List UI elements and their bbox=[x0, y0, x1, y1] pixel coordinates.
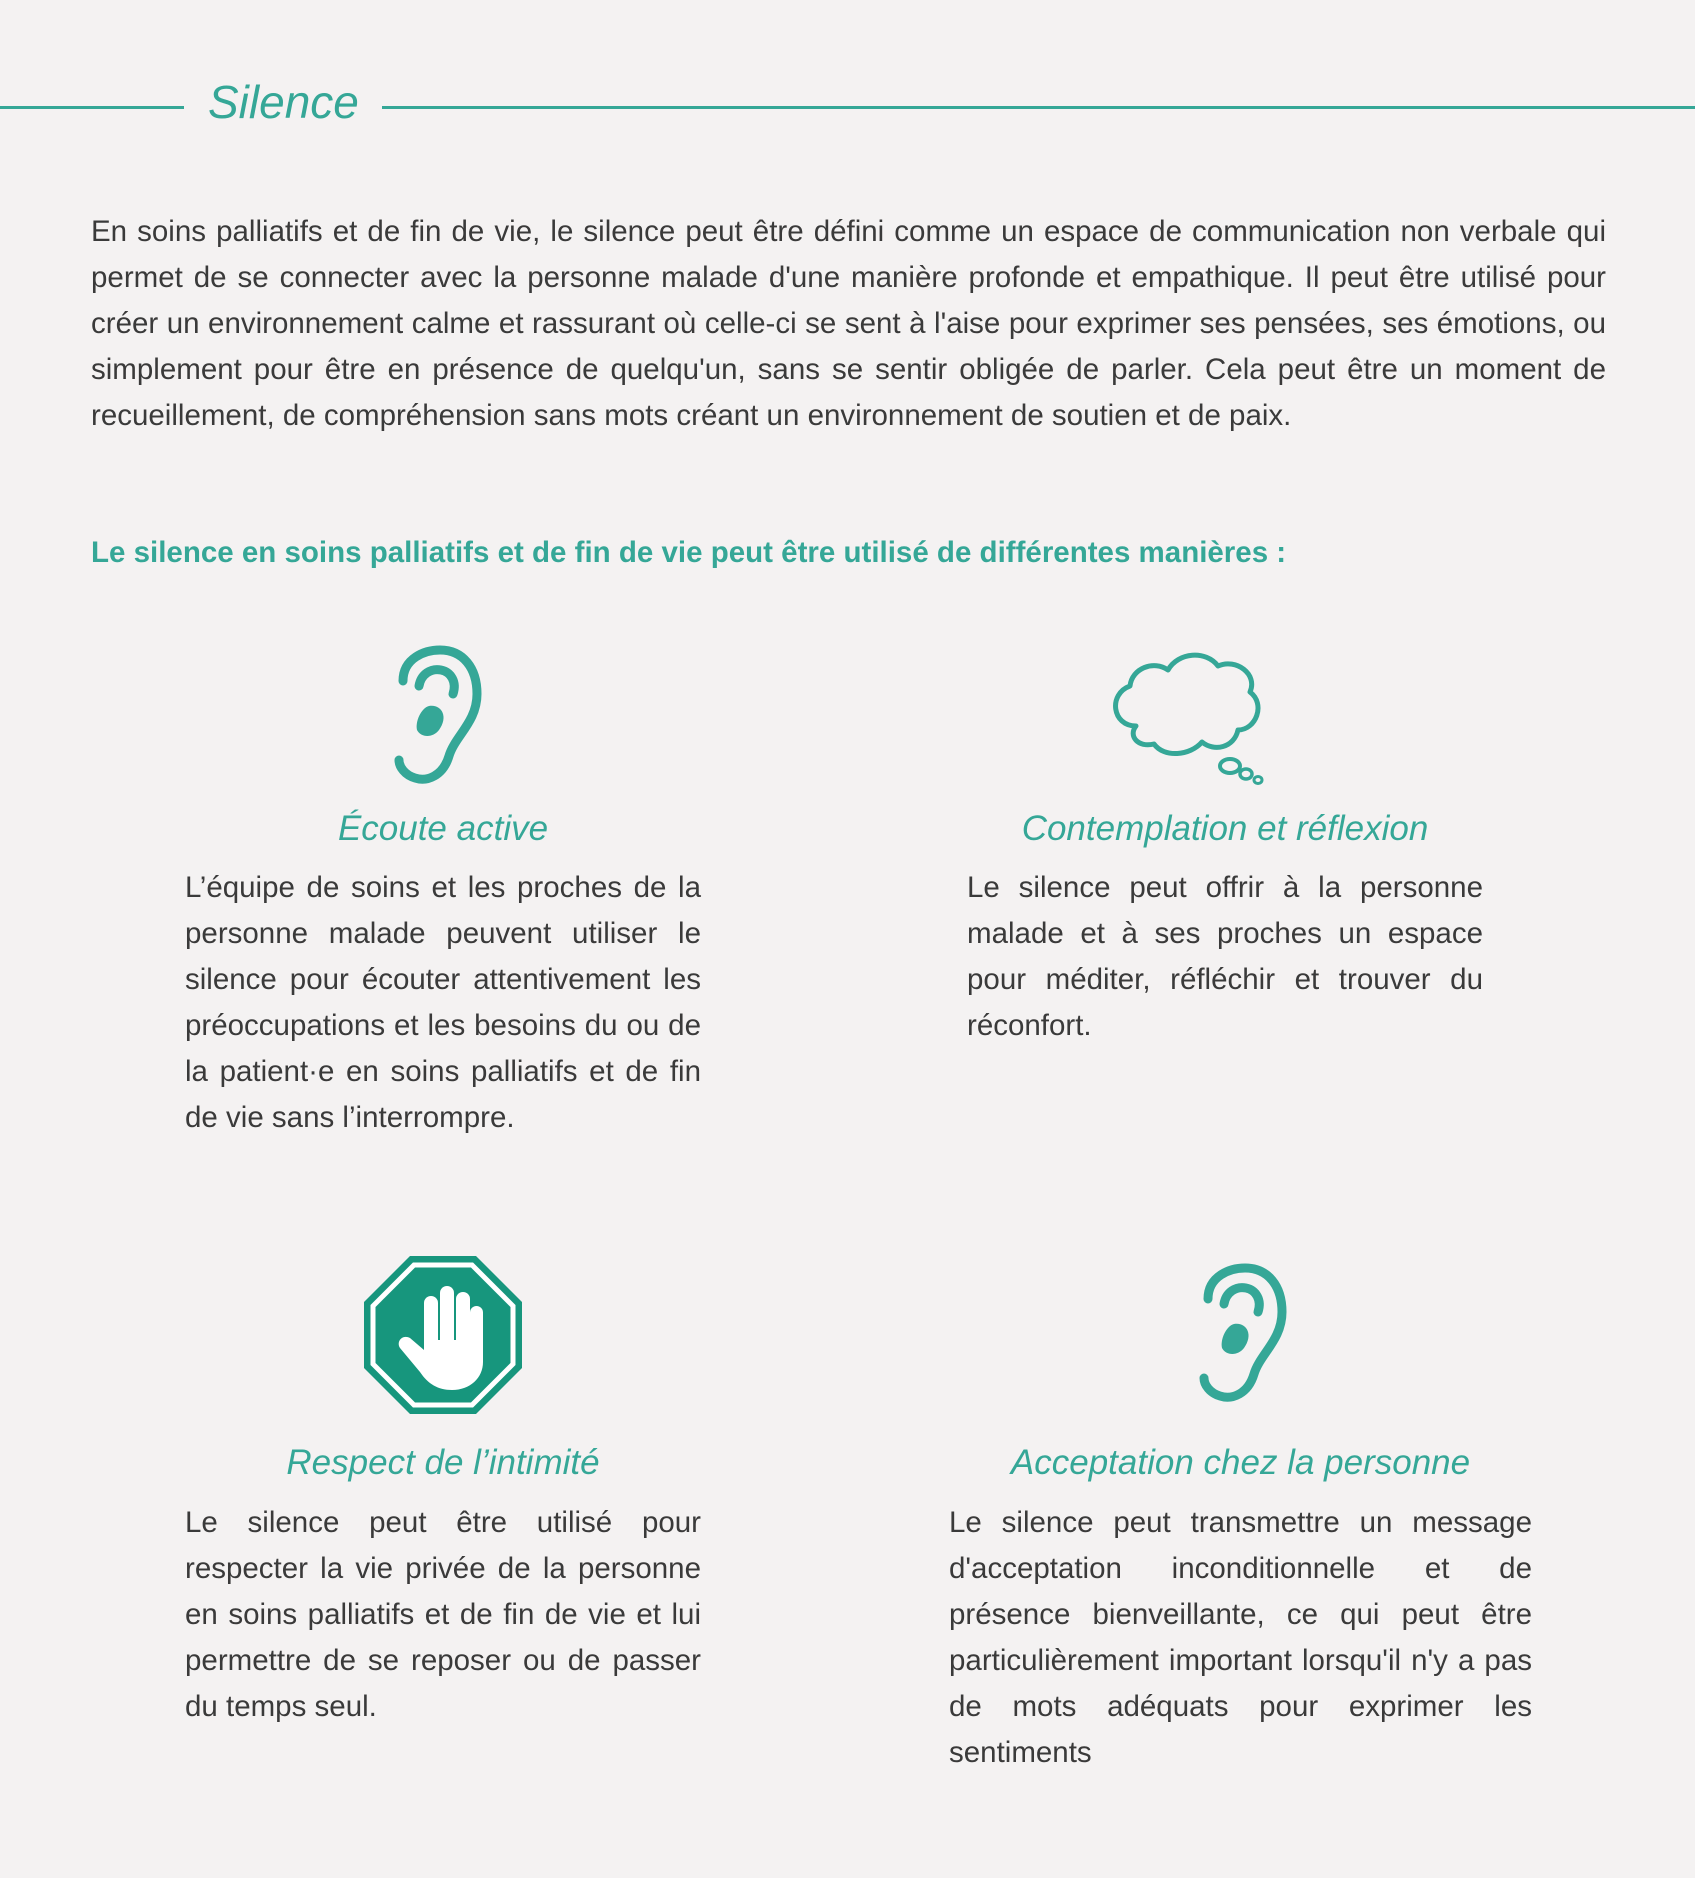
header-rule-left bbox=[0, 106, 184, 109]
card-text-respect: Le silence peut être utilisé pour respecter la vie privée de la personne en soins palliatifs et de fin de vie et lui permettre de se reposer ou de passer du temps seul. bbox=[185, 1506, 701, 1723]
stop-hand-icon bbox=[362, 1254, 524, 1416]
page-title: Silence bbox=[208, 76, 359, 128]
header-rule-right bbox=[382, 106, 1695, 109]
card-title-acceptation: Acceptation chez la personne bbox=[1010, 1443, 1471, 1482]
card-title-respect: Respect de l’intimité bbox=[286, 1443, 600, 1482]
card-title-ecoute: Écoute active bbox=[337, 809, 549, 848]
ear-icon bbox=[385, 646, 485, 786]
card-title-contemplation: Contemplation et réflexion bbox=[1021, 809, 1429, 848]
ear-icon bbox=[1190, 1264, 1290, 1404]
intro-paragraph: En soins palliatifs et de fin de vie, le silence peut être défini comme un espace de communication non verbale qui permet de se connecter avec la personne malade d'une manière profonde et empathique. Il peut être utilisé pour créer un environnement calme et rassurant où celle-ci se sent à l'aise pour exprimer ses pensées, ses émotions, ou simplement pour être en présence de quelqu'un, sans se sentir obligée de parler. Cela peut être un moment de recueillement, de compréhension sans mots créant un environnement de soutien et de paix. bbox=[91, 215, 1606, 432]
card-text-ecoute: L’équipe de soins et les proches de la personne malade peuvent utiliser le silence pour écouter attentivement les préoccupations et les besoins du ou de la patient·e en soins palliatifs et de fin de vie sans l’interrompre. bbox=[185, 871, 701, 1134]
section-subheading: Le silence en soins palliatifs et de fin de vie peut être utilisé de différentes manières : bbox=[91, 536, 1287, 569]
thought-bubble-icon bbox=[1106, 648, 1266, 788]
card-text-contemplation: Le silence peut offrir à la personne malade et à ses proches un espace pour méditer, réfléchir et trouver du réconfort. bbox=[967, 871, 1483, 1042]
card-text-acceptation: Le silence peut transmettre un message d'acceptation inconditionnelle et de présence bienveillante, ce qui peut être particulièrement important lorsqu'il n'y a pas de mots adéquats pour exprimer les sentiments bbox=[949, 1506, 1532, 1769]
